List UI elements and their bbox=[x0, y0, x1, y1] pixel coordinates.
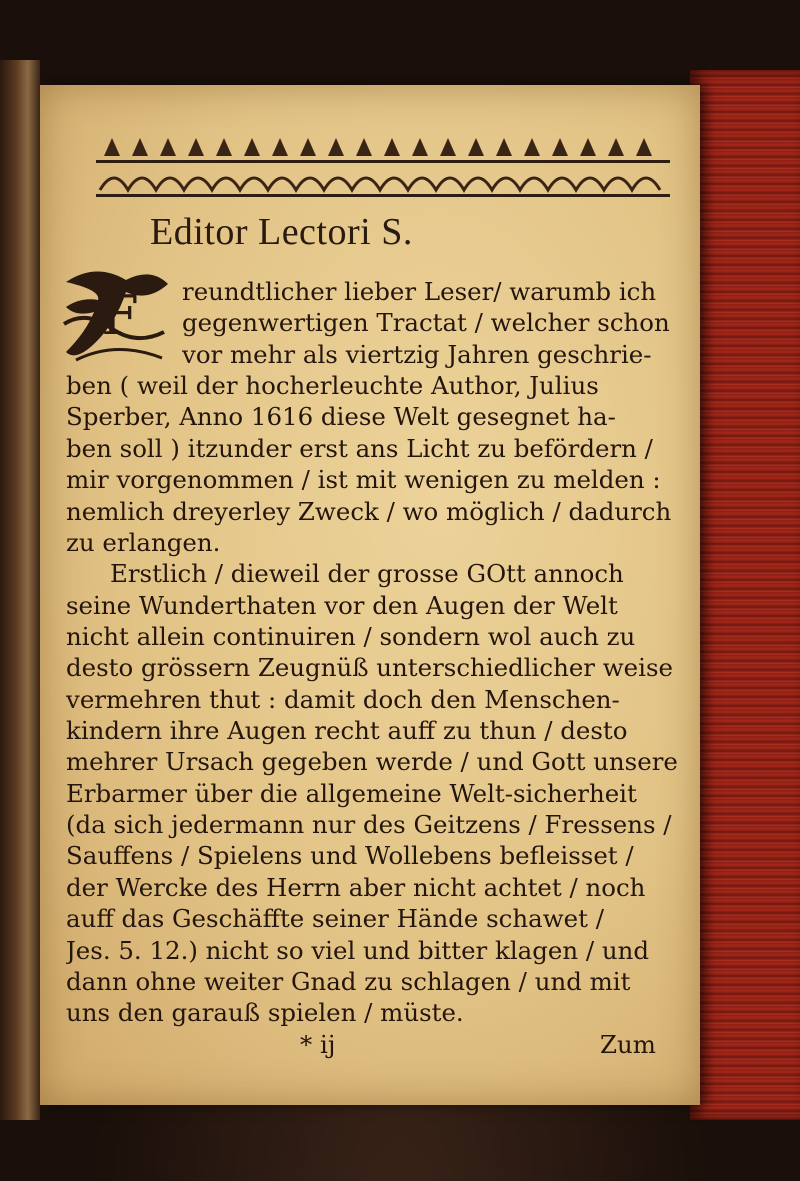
text-line: vor mehr als viertzig Jahren geschrie- bbox=[182, 339, 652, 369]
decorative-ornament-band bbox=[96, 130, 670, 200]
text-line: uns den garauß spielen / müste. bbox=[66, 998, 464, 1028]
text-line: gegenwertigen Tractat / welcher schon bbox=[182, 308, 670, 338]
text-line: vermehren thut : damit doch den Menschen- bbox=[66, 684, 620, 714]
text-line: reundtlicher lieber Leser/ warumb ich bbox=[182, 277, 657, 306]
book-spine bbox=[0, 60, 40, 1120]
text-line: Erbarmer über die allgemeine Welt-sicherheit bbox=[66, 778, 637, 808]
text-line: (da sich jedermann nur des Geitzens / Fressens / bbox=[66, 810, 672, 840]
text-line: Erstlich / dieweil der grosse GOtt annoch bbox=[110, 559, 624, 589]
text-line: mir vorgenommen / ist mit wenigen zu melden : bbox=[66, 465, 661, 495]
text-line: dann ohne weiter Gnad zu schlagen / und mit bbox=[66, 966, 631, 996]
text-line: ben soll ) itzunder erst ans Licht zu befördern / bbox=[66, 433, 653, 463]
decorated-initial-letter-icon bbox=[56, 262, 176, 372]
text-line: Sauffens / Spielens und Wollebens befleisset / bbox=[66, 841, 634, 871]
text-line: nemlich dreyerley Zweck / wo möglich / dadurch bbox=[66, 496, 672, 526]
page-heading: Editor Lectori S. bbox=[150, 211, 413, 253]
text-line: seine Wunderthaten vor den Augen der Welt bbox=[66, 590, 618, 620]
text-line: Sperber, Anno 1616 diese Welt gesegnet ha- bbox=[66, 402, 616, 432]
text-line: auff das Geschäffte seiner Hände schawet / bbox=[66, 904, 604, 934]
catchword: Zum bbox=[600, 1029, 656, 1059]
text-line: mehrer Ursach gegeben werde / und Gott unsere bbox=[66, 747, 678, 777]
text-line: zu erlangen. bbox=[66, 527, 221, 557]
text-line: Jes. 5. 12.) nicht so viel und bitter klagen / und bbox=[66, 935, 650, 965]
text-line: ben ( weil der hocherleuchte Author, Julius bbox=[66, 371, 599, 401]
text-line: nicht allein continuiren / sondern wol auch zu bbox=[66, 621, 636, 651]
text-line: der Wercke des Herrn aber nicht achtet / noch bbox=[66, 872, 646, 902]
page-edges-red bbox=[690, 70, 800, 1120]
initial-letter-glyph: F bbox=[101, 284, 139, 347]
text-line: kindern ihre Augen recht auff zu thun / desto bbox=[66, 716, 628, 746]
signature-mark: * ij bbox=[300, 1029, 336, 1059]
text-line: desto grössern Zeugnüß unterschiedlicher weise bbox=[66, 653, 673, 683]
